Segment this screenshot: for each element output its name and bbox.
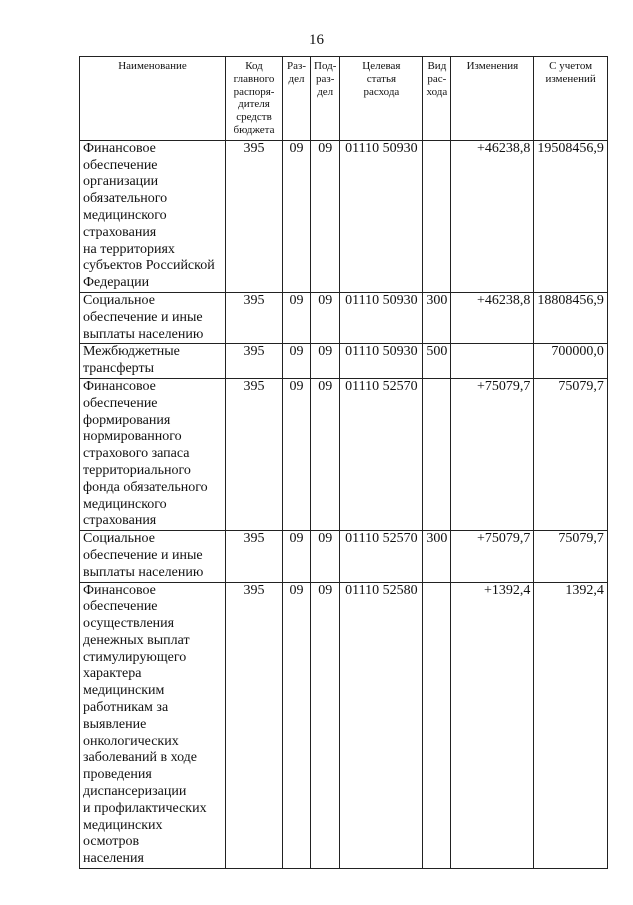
row-total: 75079,7 <box>534 378 608 530</box>
row-name: Финансовое обеспечение осуществления денежных выплат стимулирующего характера медицинским работникам за выявление онкологических заболеваний в ходе проведения диспансеризации и профилактических медицинских осмотров населения <box>80 582 226 869</box>
row-code: 395 <box>226 140 283 292</box>
row-subsection: 09 <box>311 378 340 530</box>
row-changes: +46238,8 <box>451 292 534 343</box>
row-changes: +75079,7 <box>451 378 534 530</box>
table-row <box>80 292 608 343</box>
header-changes: Изменения <box>451 57 534 141</box>
table-row <box>80 378 608 530</box>
row-target: 01110 50930 <box>340 140 423 292</box>
row-name: Межбюджетные трансферты <box>80 344 226 379</box>
row-section: 09 <box>283 531 311 582</box>
row-name: Социальное обеспечение и иные выплаты населению <box>80 292 226 343</box>
row-subsection: 09 <box>311 140 340 292</box>
row-total: 700000,0 <box>534 344 608 379</box>
table-row <box>80 344 608 379</box>
row-name: Финансовое обеспечение организации обязательного медицинского страхования на территориях субъектов Российской Федерации <box>80 140 226 292</box>
row-section: 09 <box>283 582 311 869</box>
row-section: 09 <box>283 292 311 343</box>
row-name: Финансовое обеспечение формирования нормированного страхового запаса территориального фонда обязательного медицинского страхования <box>80 378 226 530</box>
row-subsection: 09 <box>311 344 340 379</box>
row-section: 09 <box>283 344 311 379</box>
row-type: 300 <box>423 531 451 582</box>
page-number: 16 <box>309 32 324 48</box>
header-code: Код главного распоря- дителя средств бюджета <box>226 57 283 141</box>
row-type <box>423 140 451 292</box>
row-code: 395 <box>226 292 283 343</box>
row-code: 395 <box>226 531 283 582</box>
row-changes: +1392,4 <box>451 582 534 869</box>
header-name: Наименование <box>80 57 226 141</box>
header-total: С учетом изменений <box>534 57 608 141</box>
row-name: Социальное обеспечение и иные выплаты населению <box>80 531 226 582</box>
row-changes <box>451 344 534 379</box>
row-target: 01110 52570 <box>340 378 423 530</box>
row-type <box>423 582 451 869</box>
row-total: 18808456,9 <box>534 292 608 343</box>
table-row <box>80 582 608 869</box>
row-target: 01110 52580 <box>340 582 423 869</box>
table-header-row <box>80 57 608 141</box>
row-code: 395 <box>226 344 283 379</box>
row-type: 500 <box>423 344 451 379</box>
header-subsection: Под- раз- дел <box>311 57 340 141</box>
budget-table <box>79 56 608 869</box>
row-code: 395 <box>226 378 283 530</box>
header-target: Целевая статья расхода <box>340 57 423 141</box>
table-row <box>80 531 608 582</box>
row-total: 75079,7 <box>534 531 608 582</box>
row-subsection: 09 <box>311 531 340 582</box>
row-target: 01110 52570 <box>340 531 423 582</box>
row-type <box>423 378 451 530</box>
row-changes: +46238,8 <box>451 140 534 292</box>
table-row <box>80 140 608 292</box>
row-subsection: 09 <box>311 292 340 343</box>
row-changes: +75079,7 <box>451 531 534 582</box>
row-target: 01110 50930 <box>340 292 423 343</box>
row-section: 09 <box>283 378 311 530</box>
row-section: 09 <box>283 140 311 292</box>
row-total: 1392,4 <box>534 582 608 869</box>
header-section: Раз- дел <box>283 57 311 141</box>
header-type: Вид рас- хода <box>423 57 451 141</box>
row-subsection: 09 <box>311 582 340 869</box>
row-code: 395 <box>226 582 283 869</box>
row-total: 19508456,9 <box>534 140 608 292</box>
row-target: 01110 50930 <box>340 344 423 379</box>
row-type: 300 <box>423 292 451 343</box>
